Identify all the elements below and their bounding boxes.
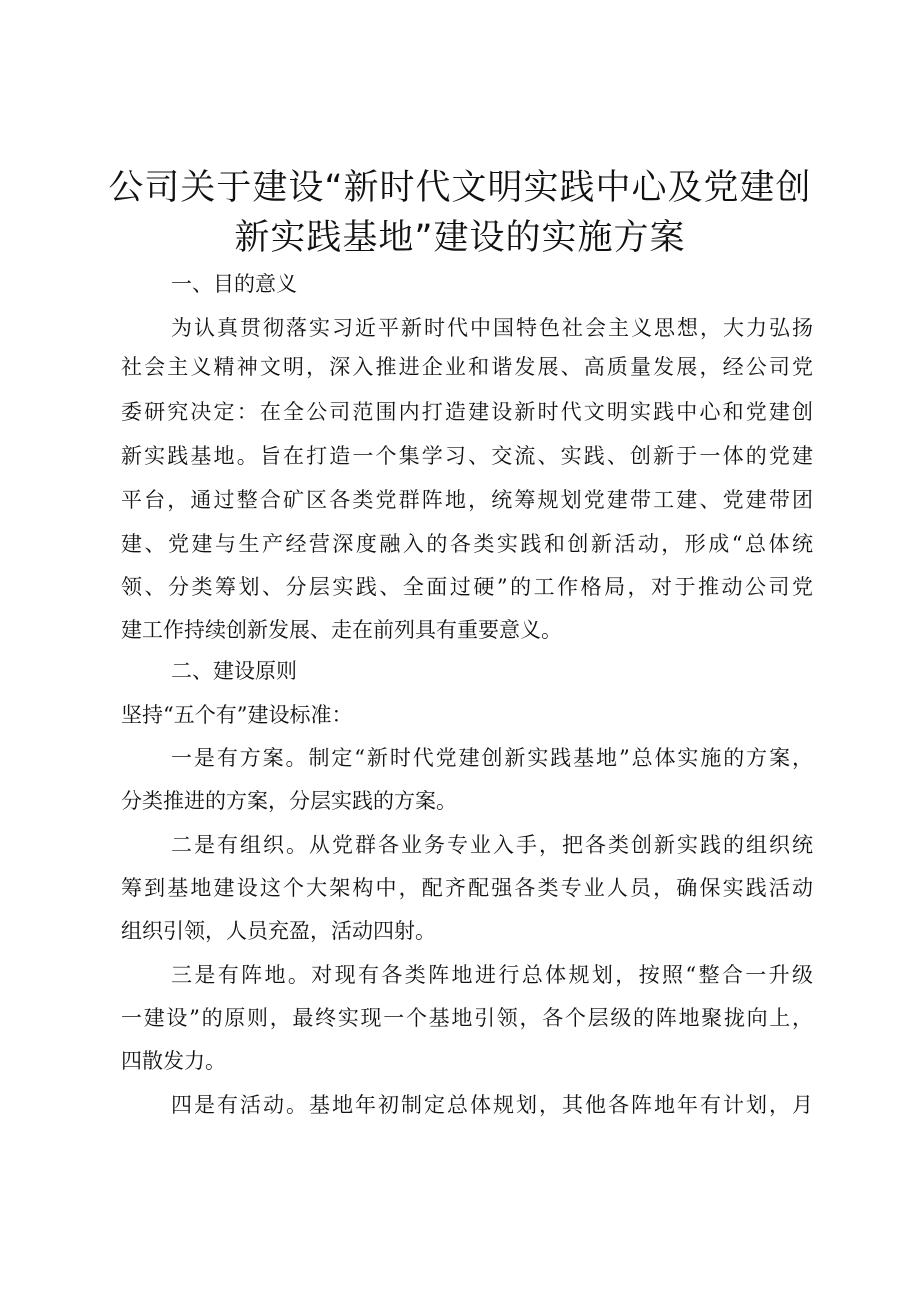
paragraph-line: 一建设”的原则，最终实现一个基地引领，各个层级的阵地聚拢向上， (121, 1006, 813, 1030)
paragraph-line: 建、党建与生产经营深度融入的各类实践和创新活动，形成“总体统 (121, 532, 813, 556)
paragraph-line: 领、分类筹划、分层实践、全面过硬”的工作格局，对于推动公司党 (121, 575, 813, 599)
principles-intro: 坚持“五个有”建设标准： (121, 703, 353, 727)
paragraph-line: 二是有组织。从党群各业务专业入手，把各类创新实践的组织统 (171, 833, 813, 857)
paragraph-line: 新实践基地。旨在打造一个集学习、交流、实践、创新于一体的党建 (121, 444, 813, 468)
section-heading-principles: 二、建设原则 (171, 659, 297, 683)
paragraph-line: 社会主义精神文明，深入推进企业和谐发展、高质量发展，经公司党 (121, 355, 813, 379)
paragraph-line: 委研究决定：在全公司范围内打造建设新时代文明实践中心和党建创 (121, 400, 813, 424)
paragraph-line: 平台，通过整合矿区各类党群阵地，统筹规划党建带工建、党建带团 (121, 488, 813, 512)
paragraph-line: 四是有活动。基地年初制定总体规划，其他各阵地年有计划，月 (171, 1093, 813, 1117)
paragraph-line: 分类推进的方案，分层实践的方案。 (121, 789, 457, 813)
document-title-line-2: 新实践基地”建设的实施方案 (234, 218, 686, 258)
paragraph-line: 四散发力。 (121, 1049, 226, 1073)
section-heading-purpose: 一、目的意义 (171, 272, 297, 296)
paragraph-line: 组织引领，人员充盈，活动四射。 (121, 919, 436, 943)
paragraph-line: 一是有方案。制定“新时代党建创新实践基地”总体实施的方案， (171, 746, 813, 770)
paragraph-line: 筹到基地建设这个大架构中，配齐配强各类专业人员，确保实践活动 (121, 876, 813, 900)
paragraph-line: 建工作持续创新发展、走在前列具有重要意义。 (121, 618, 562, 642)
paragraph-line: 为认真贯彻落实习近平新时代中国特色社会主义思想，大力弘扬 (171, 316, 813, 340)
document-title-line-1: 公司关于建设“新时代文明实践中心及党建创 (108, 168, 812, 208)
paragraph-line: 三是有阵地。对现有各类阵地进行总体规划，按照“整合一升级 (171, 963, 813, 987)
